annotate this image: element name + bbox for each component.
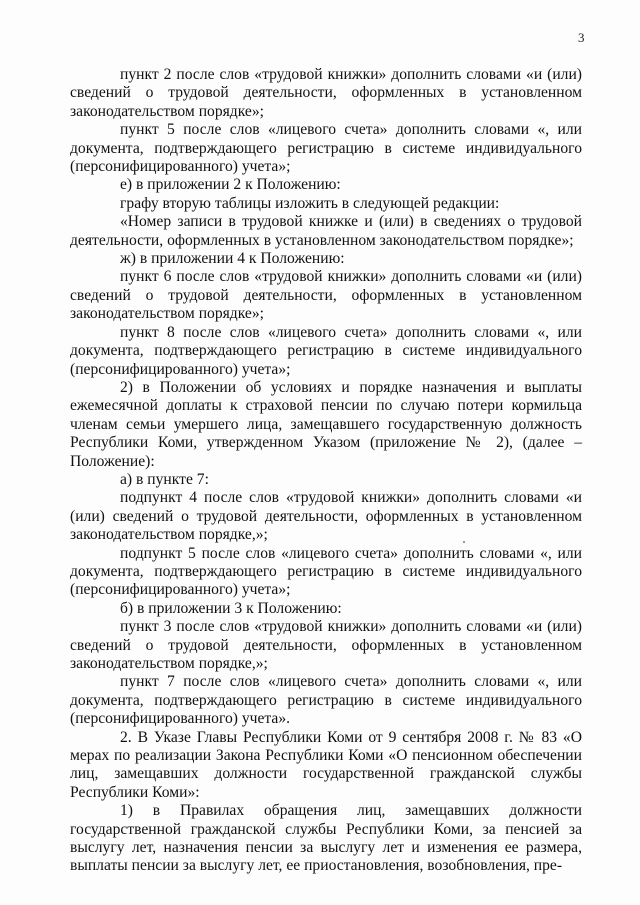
paragraph: пункт 2 после слов «трудовой книжки» дополнить словами «и (или) сведений о трудовой деятельности, оформленных в установленном законодательством порядке»;: [70, 66, 582, 120]
paragraph: графу вторую таблицы изложить в следующей редакции:: [120, 194, 500, 212]
document-body: [70, 66, 582, 876]
paragraph: а) в пункте 7:: [120, 470, 209, 488]
scan-speck: [463, 541, 465, 543]
paragraph: пункт 8 после слов «лицевого счета» дополнить словами «, или документа, подтверждающего регистрацию в системе индивидуального (персонифицированного) учета»;: [70, 323, 582, 378]
paragraph: б) в приложении 3 к Положению:: [120, 599, 342, 617]
paragraph: пункт 7 после слов «лицевого счета» дополнить словами «, или документа, подтверждающего регистрацию в системе индивидуального (персонифицированного) учета».: [70, 673, 582, 728]
paragraph: пункт 6 после слов «трудовой книжки» дополнить словами «и (или) сведений о трудовой деятельности, оформленных в установленном законодательством порядке»;: [70, 268, 582, 323]
paragraph: ж) в приложении 4 к Положению:: [120, 250, 345, 268]
paragraph: 2) в Положении об условиях и порядке назначения и выплаты ежемесячной доплаты к страховой пенсии по случаю потери кормильца членам семьи умершего лица, замещавшего государственную должность Республики Коми, утвержденном Указом (приложение № 2), (далее – Положение):: [70, 378, 582, 470]
paragraph: 2. В Указе Главы Республики Коми от 9 сентября 2008 г. № 83 «О мерах по реализации Закона Республики Коми «О пенсионном обеспечении лиц, замещавших должности государственной гражданской службы Республики Коми»:: [70, 728, 582, 801]
paragraph: подпункт 4 после слов «трудовой книжки» дополнить словами «и (или) сведений о трудовой деятельности, оформленных в установленном законодательством порядке,»;: [70, 489, 582, 544]
paragraph: е) в приложении 2 к Положению:: [120, 176, 341, 194]
page-number: 3: [578, 30, 585, 45]
paragraph: подпункт 5 после слов «лицевого счета» дополнить словами «, или документа, подтверждающего регистрацию в системе индивидуального (персонифицированного) учета»;: [70, 544, 582, 599]
paragraph: 1) в Правилах обращения лиц, замещавших должности государственной гражданской службы Республики Коми, за пенсией за выслугу лет, назначения пенсии за выслугу лет и изменения ее размера, выплаты пенсии за выслугу лет, ее приостановления, возобновления, пре-: [70, 802, 582, 875]
paragraph: «Номер записи в трудовой книжке и (или) в сведениях о трудовой деятельности, оформленных в установленном законодательством порядке»;: [70, 213, 582, 249]
paragraph: пункт 3 после слов «трудовой книжки» дополнить словами «и (или) сведений о трудовой деятельности, оформленных в установленном законодательством порядке,»;: [70, 618, 582, 672]
paragraph: пункт 5 после слов «лицевого счета» дополнить словами «, или документа, подтверждающего регистрацию в системе индивидуального (персонифицированного) учета»;: [70, 121, 582, 176]
